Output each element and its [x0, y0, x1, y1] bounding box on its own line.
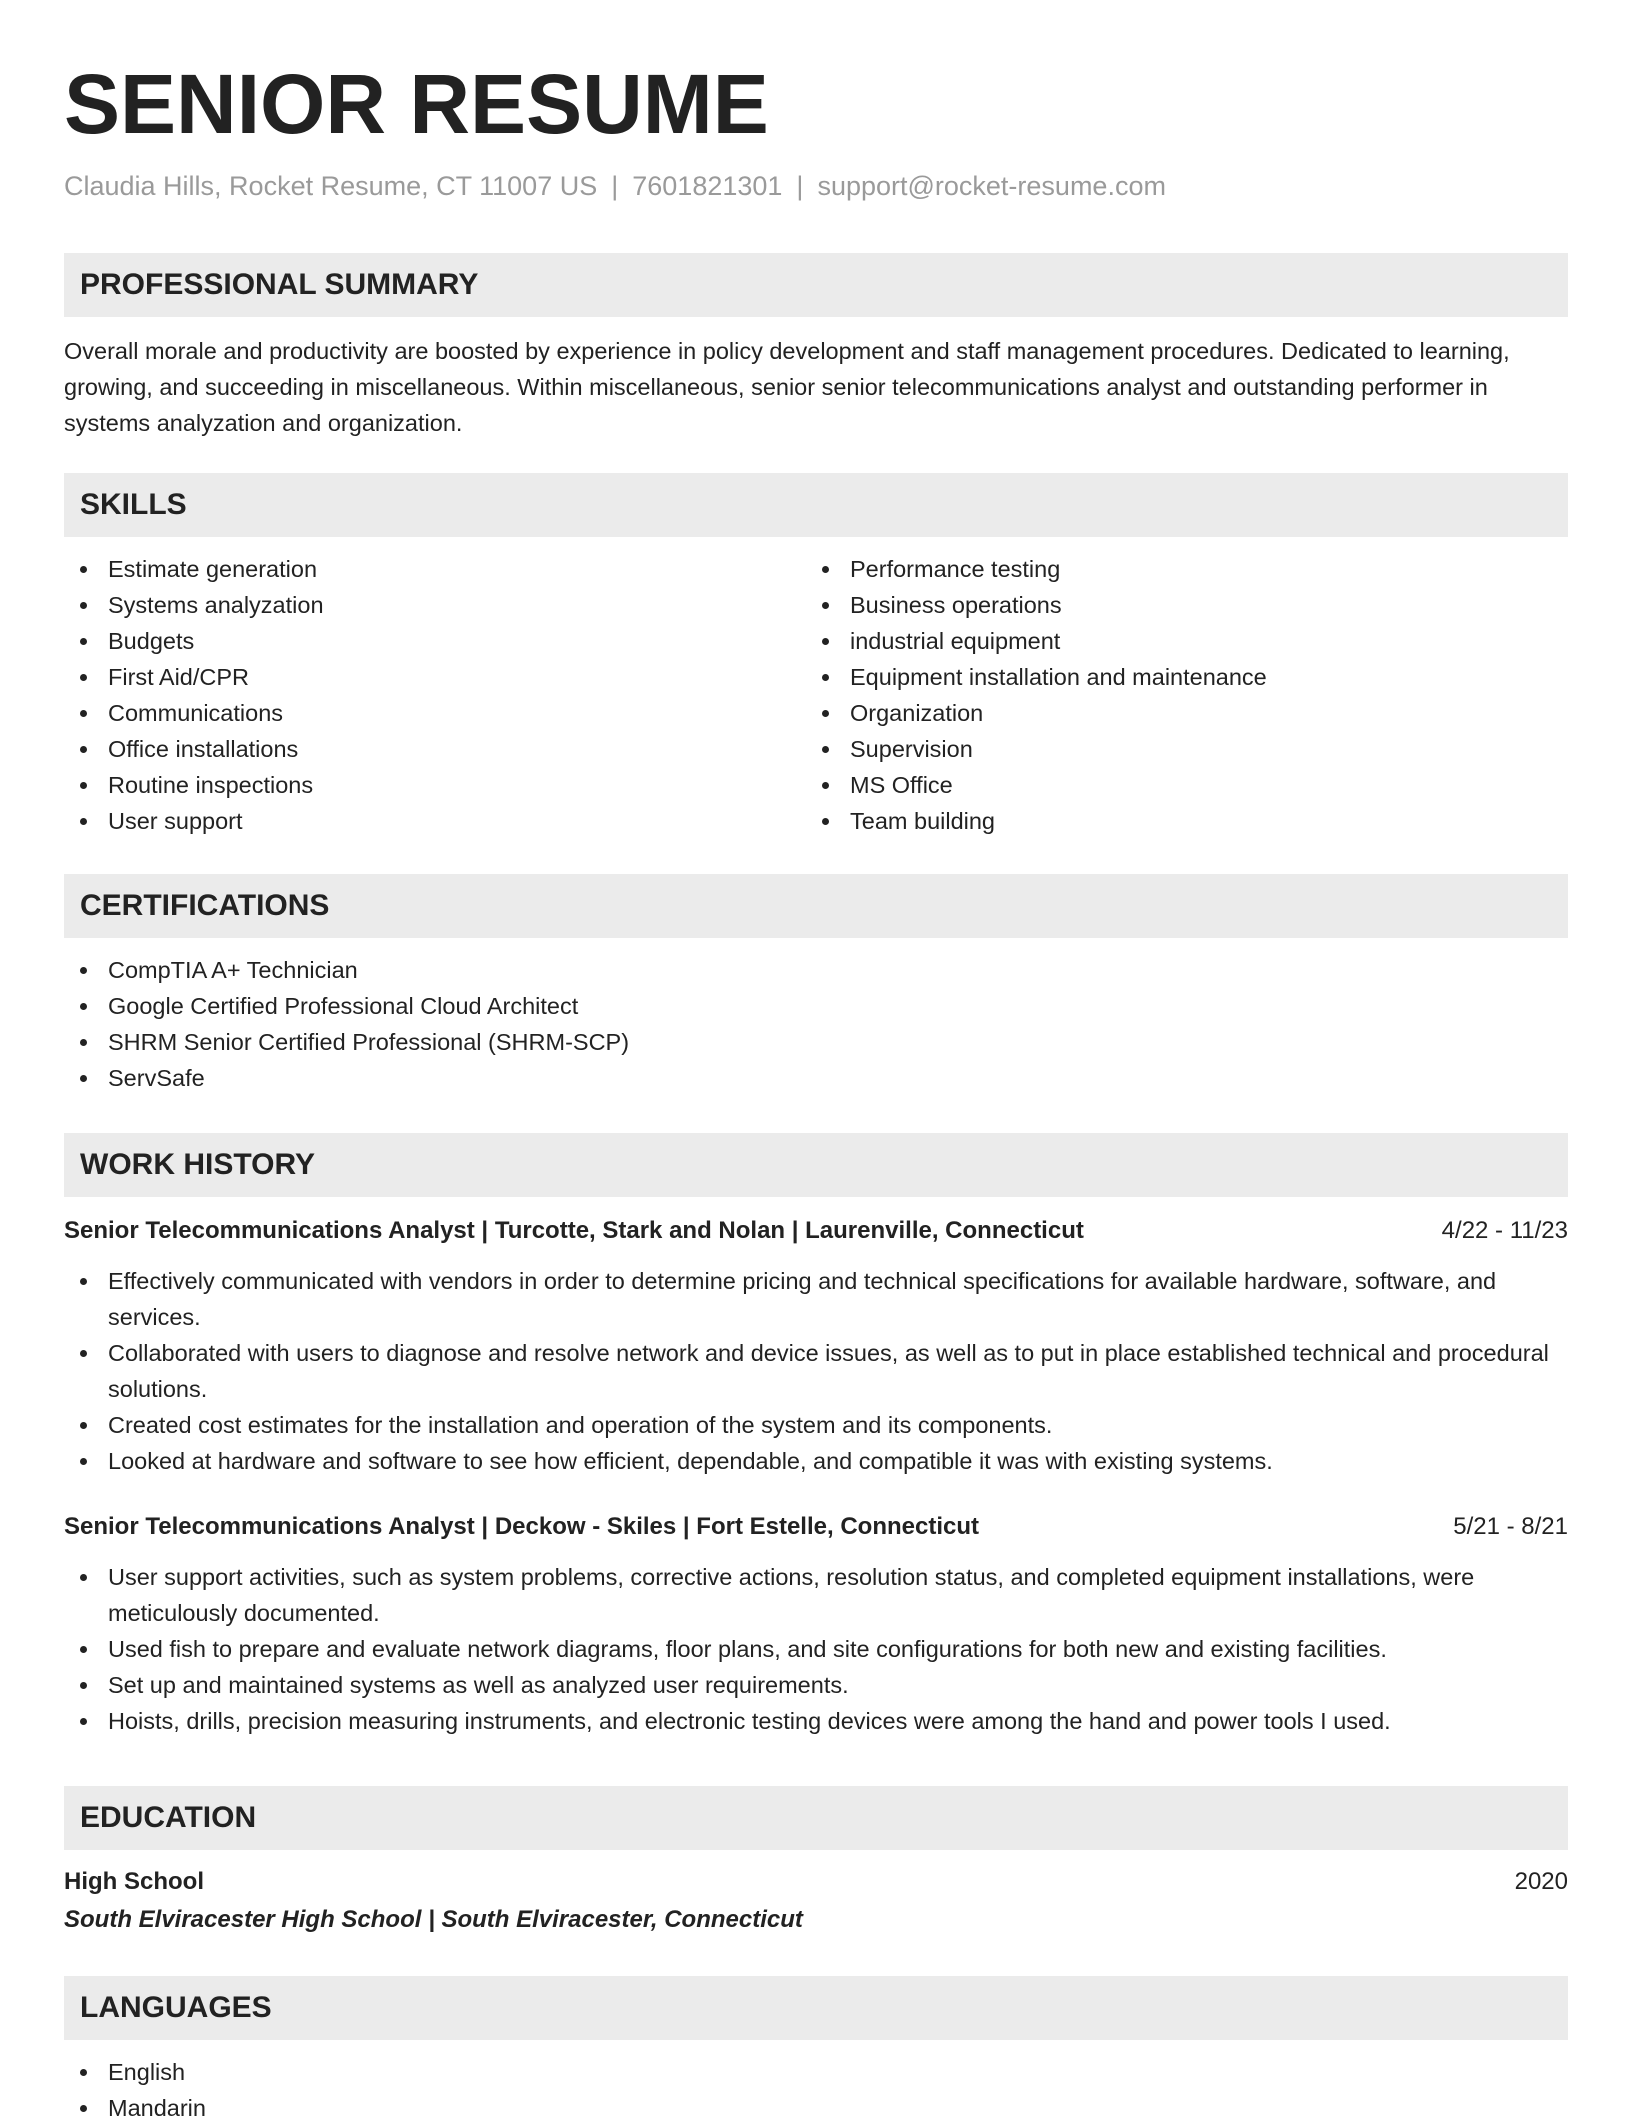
skill-item: Routine inspections [64, 767, 806, 803]
skill-item: Team building [806, 803, 1548, 839]
job-bullet: User support activities, such as system problems, corrective actions, resolution status, and completed equipment installations, were meticulously documented. [64, 1559, 1568, 1631]
job-bullet: Set up and maintained systems as well as analyzed user requirements. [64, 1667, 1568, 1703]
job-bullets [64, 1263, 1568, 1479]
skills-grid [64, 551, 1568, 839]
work-history-section [64, 1133, 1568, 1739]
education-section [64, 1786, 1568, 1939]
skill-item: Business operations [806, 587, 1548, 623]
languages-list [64, 2054, 1568, 2126]
certification-item: CompTIA A+ Technician [64, 952, 1568, 988]
skills-heading: SKILLS [64, 473, 1568, 537]
language-item: Mandarin [64, 2090, 1568, 2126]
summary-section [64, 253, 1568, 441]
languages-heading: LANGUAGES [64, 1976, 1568, 2040]
skill-item: First Aid/CPR [64, 659, 806, 695]
skill-item: Organization [806, 695, 1548, 731]
contact-separator: | [611, 171, 619, 201]
job-bullet: Effectively communicated with vendors in order to determine pricing and technical specifications for available hardware, software, and services. [64, 1263, 1568, 1335]
education-school: South Elviracester High School | South Elviracester, Connecticut [64, 1906, 803, 1933]
job-title: Senior Telecommunications Analyst | Turcotte, Stark and Nolan | Laurenville, Connecticut [64, 1217, 1084, 1244]
skills-list-left [64, 551, 806, 839]
resume-title: SENIOR RESUME [64, 57, 769, 151]
education-degree: High School [64, 1868, 204, 1895]
skills-list-right [806, 551, 1548, 839]
education-heading: EDUCATION [64, 1786, 1568, 1850]
skill-item: Performance testing [806, 551, 1548, 587]
skill-item: User support [64, 803, 806, 839]
job-bullet: Used fish to prepare and evaluate network diagrams, floor plans, and site configurations for both new and existing facilities. [64, 1631, 1568, 1667]
skill-item: Systems analyzation [64, 587, 806, 623]
contact-address: Claudia Hills, Rocket Resume, CT 11007 US [64, 171, 598, 201]
skill-item: Estimate generation [64, 551, 806, 587]
certification-item: Google Certified Professional Cloud Architect [64, 988, 1568, 1024]
job-header [64, 1213, 1568, 1249]
skill-item: Communications [64, 695, 806, 731]
job-bullet: Collaborated with users to diagnose and resolve network and device issues, as well as to put in place established technical and procedural solutions. [64, 1335, 1568, 1407]
education-header [64, 1863, 1568, 1901]
language-item: English [64, 2054, 1568, 2090]
skill-item: industrial equipment [806, 623, 1548, 659]
skills-section [64, 473, 1568, 839]
job-title: Senior Telecommunications Analyst | Deckow - Skiles | Fort Estelle, Connecticut [64, 1513, 979, 1540]
skill-item: Equipment installation and maintenance [806, 659, 1548, 695]
skill-item: MS Office [806, 767, 1548, 803]
summary-text: Overall morale and productivity are boosted by experience in policy development and staff management procedures. Dedicated to learning, growing, and succeeding in miscellaneous. Within miscellaneous, senior senior telecommunications analyst and outstanding performer in systems analyzation and organization. [64, 338, 1510, 436]
job-header [64, 1509, 1568, 1545]
work-history-heading: WORK HISTORY [64, 1133, 1568, 1197]
languages-section [64, 1976, 1568, 2126]
skill-item: Supervision [806, 731, 1548, 767]
job-bullet: Created cost estimates for the installation and operation of the system and its components. [64, 1407, 1568, 1443]
certification-item: SHRM Senior Certified Professional (SHRM-SCP) [64, 1024, 1568, 1060]
certification-item: ServSafe [64, 1060, 1568, 1096]
skill-item: Budgets [64, 623, 806, 659]
job-bullet: Looked at hardware and software to see how efficient, dependable, and compatible it was with existing systems. [64, 1443, 1568, 1479]
job-dates: 5/21 - 8/21 [1453, 1513, 1568, 1540]
certifications-section [64, 874, 1568, 1096]
contact-line [64, 168, 1568, 204]
job-bullet: Hoists, drills, precision measuring instruments, and electronic testing devices were among the hand and power tools I used. [64, 1703, 1568, 1739]
certifications-list [64, 952, 1568, 1096]
job-entry [64, 1509, 1568, 1739]
job-bullets [64, 1559, 1568, 1739]
job-entry [64, 1213, 1568, 1479]
job-dates: 4/22 - 11/23 [1441, 1217, 1568, 1244]
education-year: 2020 [1514, 1868, 1568, 1895]
summary-heading: PROFESSIONAL SUMMARY [64, 253, 1568, 317]
contact-email: support@rocket-resume.com [817, 171, 1166, 201]
skill-item: Office installations [64, 731, 806, 767]
contact-separator: | [796, 171, 804, 201]
certifications-heading: CERTIFICATIONS [64, 874, 1568, 938]
contact-phone: 7601821301 [632, 171, 783, 201]
